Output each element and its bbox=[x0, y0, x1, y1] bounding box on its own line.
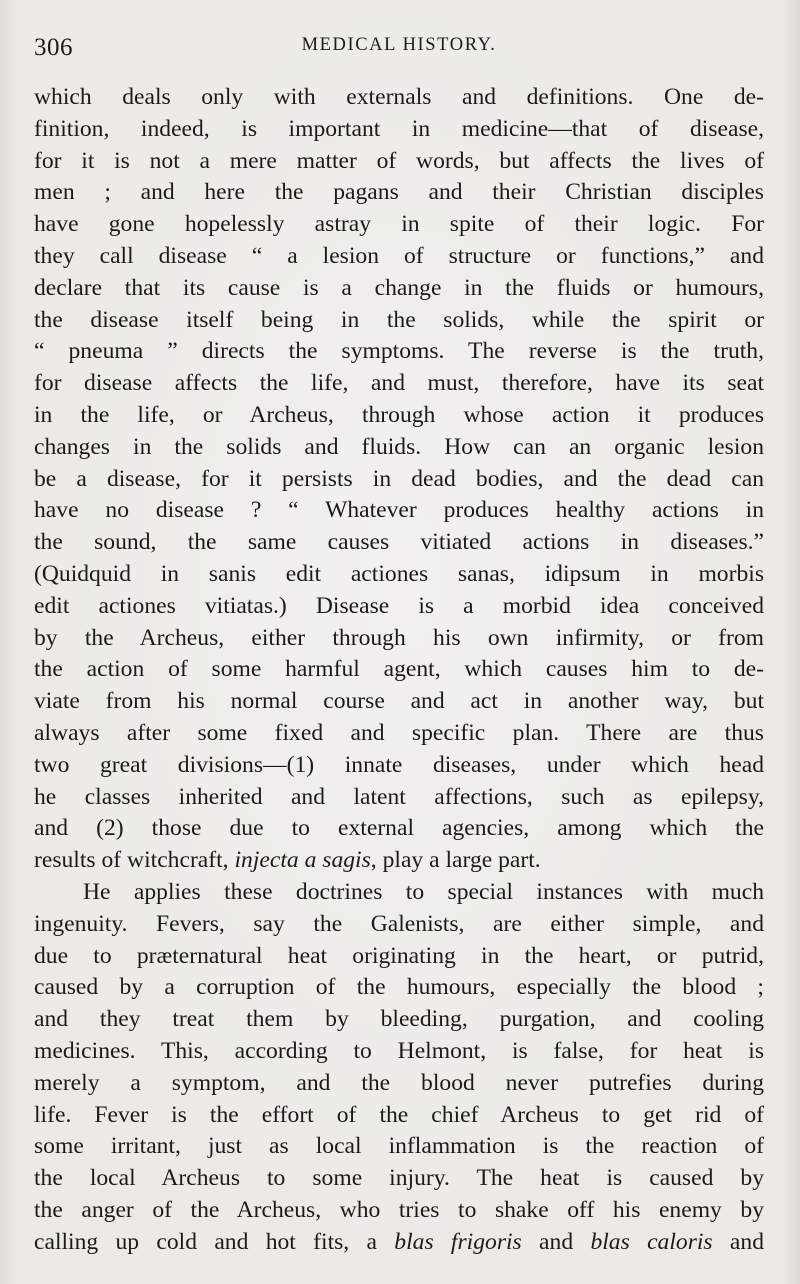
text-line bbox=[34, 750, 764, 782]
text-segment: (Quidquid in sanis edit actiones sanas, idipsum in morbis bbox=[34, 560, 764, 587]
text-line bbox=[34, 146, 764, 178]
text-segment: viate from his normal course and act in another way, but bbox=[34, 688, 764, 715]
text-segment: and bbox=[712, 1228, 764, 1255]
text-line bbox=[34, 559, 764, 591]
text-segment: declare that its cause is a change in the fluids or humours, bbox=[34, 274, 764, 301]
text-line bbox=[34, 368, 764, 400]
text-line bbox=[34, 1227, 764, 1259]
page-number: 306 bbox=[34, 34, 73, 61]
text-segment: results of witchcraft, bbox=[34, 847, 235, 874]
text-line bbox=[34, 909, 764, 941]
text-segment: changes in the solids and fluids. How can an organic lesion bbox=[34, 433, 764, 460]
text-segment: by the Archeus, either through his own infirmity, or from bbox=[34, 624, 764, 651]
text-segment: ingenuity. Fevers, say the Galenists, are either simple, and bbox=[34, 910, 764, 937]
text-segment: and (2) those due to external agencies, among which the bbox=[34, 815, 764, 842]
text-segment: “ pneuma ” directs the symptoms. The reverse is the truth, bbox=[34, 338, 764, 365]
text-segment: two great divisions—(1) innate diseases, under which head bbox=[34, 751, 764, 778]
text-segment: , play a large part. bbox=[370, 847, 541, 874]
text-segment: He applies these doctrines to special instances with much bbox=[83, 878, 764, 905]
text-segment: medicines. This, according to Helmont, is false, for heat is bbox=[34, 1037, 764, 1064]
text-line bbox=[34, 209, 764, 241]
text-line bbox=[34, 1100, 764, 1132]
text-line bbox=[34, 1195, 764, 1227]
text-line bbox=[34, 82, 764, 114]
text-segment: the local Archeus to some injury. The heat is caused by bbox=[34, 1165, 764, 1192]
text-segment: the anger of the Archeus, who tries to shake off his enemy by bbox=[34, 1196, 764, 1223]
text-segment: for disease affects the life, and must, therefore, have its seat bbox=[34, 370, 764, 397]
text-line bbox=[34, 813, 764, 845]
text-line bbox=[34, 114, 764, 146]
text-line bbox=[34, 336, 764, 368]
text-segment: be a disease, for it persists in dead bodies, and the dead can bbox=[34, 465, 764, 492]
text-line bbox=[34, 941, 764, 973]
text-line bbox=[34, 718, 764, 750]
text-segment: and bbox=[521, 1228, 591, 1255]
text-segment: life. Fever is the effort of the chief Archeus to get rid of bbox=[34, 1101, 764, 1128]
text-segment: have gone hopelessly astray in spite of their logic. For bbox=[34, 211, 764, 238]
text-segment: calling up cold and hot fits, a bbox=[34, 1228, 395, 1255]
italic-phrase: injecta a sagis bbox=[234, 847, 371, 874]
italic-phrase: blas caloris bbox=[590, 1228, 713, 1255]
text-segment: due to præternatural heat originating in the heart, or putrid, bbox=[34, 942, 764, 969]
text-line bbox=[34, 1004, 764, 1036]
text-segment: the disease itself being in the solids, while the spirit or bbox=[34, 306, 764, 333]
text-line bbox=[34, 400, 764, 432]
text-line bbox=[34, 1131, 764, 1163]
text-segment: the action of some harmful agent, which causes him to de- bbox=[34, 656, 764, 683]
running-head: MEDICAL HISTORY. bbox=[301, 35, 497, 55]
text-segment: always after some fixed and specific plan. There are thus bbox=[34, 719, 764, 746]
text-line bbox=[34, 654, 764, 686]
text-segment: the sound, the same causes vitiated actions in diseases.” bbox=[34, 529, 764, 556]
text-segment: which deals only with externals and definitions. One de- bbox=[34, 84, 764, 110]
text-line bbox=[34, 686, 764, 718]
text-segment: for it is not a mere matter of words, but affects the lives of bbox=[34, 147, 764, 174]
text-line bbox=[34, 845, 764, 877]
text-line bbox=[34, 782, 764, 814]
text-line bbox=[34, 877, 764, 909]
text-segment: caused by a corruption of the humours, especially the blood ; bbox=[34, 974, 764, 1001]
text-segment: he classes inherited and latent affections, such as epilepsy, bbox=[34, 783, 764, 810]
page-header bbox=[34, 32, 764, 62]
text-segment: some irritant, just as local inflammation is the reaction of bbox=[34, 1133, 764, 1160]
text-segment: and they treat them by bleeding, purgation, and cooling bbox=[34, 1006, 764, 1033]
text-line bbox=[34, 623, 764, 655]
text-segment: they call disease “ a lesion of structure or functions,” and bbox=[34, 242, 764, 269]
text-line bbox=[34, 527, 764, 559]
text-line bbox=[34, 1036, 764, 1068]
text-segment: in the life, or Archeus, through whose action it produces bbox=[34, 401, 764, 428]
text-line bbox=[34, 177, 764, 209]
text-line bbox=[34, 273, 764, 305]
text-line bbox=[34, 1068, 764, 1100]
text-segment: men ; and here the pagans and their Christian disciples bbox=[34, 179, 764, 206]
text-segment: have no disease ? “ Whatever produces healthy actions in bbox=[34, 497, 764, 524]
text-line bbox=[34, 591, 764, 623]
text-line bbox=[34, 495, 764, 527]
body-text bbox=[34, 82, 764, 1258]
text-line bbox=[34, 241, 764, 273]
text-line bbox=[34, 1163, 764, 1195]
italic-phrase: blas frigoris bbox=[394, 1228, 522, 1255]
text-segment: edit actiones vitiatas.) Disease is a morbid idea conceived bbox=[34, 592, 764, 619]
text-line bbox=[34, 972, 764, 1004]
text-segment: merely a symptom, and the blood never putrefies during bbox=[34, 1069, 764, 1096]
text-line bbox=[34, 432, 764, 464]
text-line bbox=[34, 464, 764, 496]
text-line bbox=[34, 305, 764, 337]
text-segment: finition, indeed, is important in medicine—that of disease, bbox=[34, 115, 764, 142]
